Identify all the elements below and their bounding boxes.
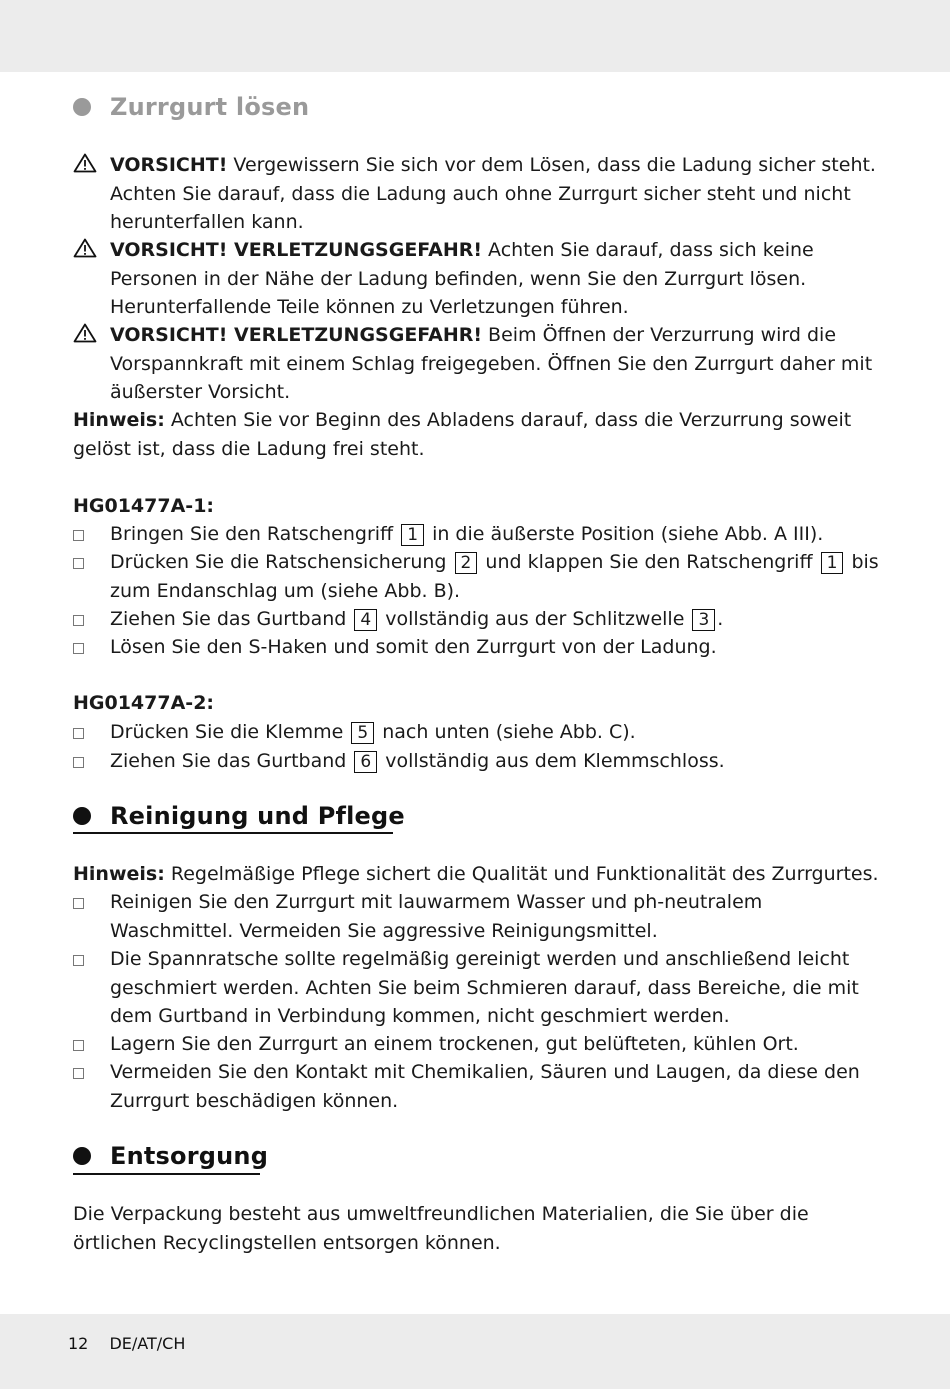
warning-icon	[73, 153, 97, 173]
model-heading-1: HG01477A-1:	[73, 495, 215, 517]
section-title-care: Reinigung und Pflege	[73, 801, 473, 831]
model-heading-2: HG01477A-2:	[73, 692, 215, 714]
step-item: Drücken Sie die Ratschensicherung 2 und klappen Sie den Ratschengriff 1 bis zum Endanschlag um (siehe Abb. B).	[110, 551, 879, 602]
step-item: Bringen Sie den Ratschengriff 1 in die äußerste Position (siehe Abb. A III).	[110, 523, 824, 545]
checkbox-bullet-icon	[73, 757, 84, 768]
section-underline	[73, 832, 393, 834]
note-care: Hinweis: Regelmäßige Pflege sichert die Qualität und Funktionalität des Zurrgurtes.	[73, 863, 879, 885]
warning-injury-1: VORSICHT! VERLETZUNGSGEFAHR! Achten Sie darauf, dass sich keine Personen in der Nähe der Ladung befinden, wenn Sie den Zurrgurt lösen. Herunterfallende Teile können zu Verletzungen führen.	[110, 239, 814, 318]
checkbox-bullet-icon	[73, 728, 84, 739]
bullet-icon	[73, 98, 91, 116]
warning-injury-2: VORSICHT! VERLETZUNGSGEFAHR! Beim Öffnen der Verzurrung wird die Vorspannkraft mit einem Schlag freigegeben. Öffnen Sie den Zurrgurt daher mit äußerster Vorsicht.	[110, 324, 873, 403]
step-item: Drücken Sie die Klemme 5 nach unten (siehe Abb. C).	[110, 721, 636, 743]
step-item: Lösen Sie den S-Haken und somit den Zurrgurt von der Ladung.	[110, 636, 717, 658]
part-number-badge: 4	[354, 609, 377, 631]
checkbox-bullet-icon	[73, 530, 84, 541]
part-number-badge: 1	[401, 524, 424, 546]
care-item: Die Spannratsche sollte regelmäßig gereinigt werden und anschließend leicht geschmiert werden. Achten Sie beim Schmieren darauf, dass Bereiche, die mit dem Gurtband in Verbindung kommen, nicht geschmiert werden.	[110, 948, 859, 1027]
section-title-loosen: Zurrgurt lösen	[73, 92, 473, 122]
step-item: Ziehen Sie das Gurtband 6 vollständig aus dem Klemmschloss.	[110, 750, 725, 772]
section-underline	[73, 1173, 260, 1175]
bullet-icon	[73, 1147, 91, 1165]
step-item: Ziehen Sie das Gurtband 4 vollständig aus der Schlitzwelle 3 .	[110, 608, 724, 630]
warning-icon	[73, 323, 97, 343]
checkbox-bullet-icon	[73, 1040, 84, 1051]
disposal-text: Die Verpackung besteht aus umweltfreundlichen Materialien, die Sie über die örtlichen Recyclingstellen entsorgen können.	[73, 1203, 809, 1254]
checkbox-bullet-icon	[73, 898, 84, 909]
part-number-badge: 6	[354, 751, 377, 773]
locale-label: DE/AT/CH	[109, 1334, 186, 1353]
care-item: Vermeiden Sie den Kontakt mit Chemikalien, Säuren und Laugen, da diese den Zurrgurt beschädigen können.	[110, 1061, 860, 1112]
care-item: Lagern Sie den Zurrgurt an einem trockenen, gut belüfteten, kühlen Ort.	[110, 1033, 799, 1055]
warning-caution-1: VORSICHT! Vergewissern Sie sich vor dem Lösen, dass die Ladung sicher steht. Achten Sie darauf, dass die Ladung auch ohne Zurrgurt sicher steht und nicht herunterfallen kann.	[110, 154, 876, 233]
checkbox-bullet-icon	[73, 955, 84, 966]
checkbox-bullet-icon	[73, 1068, 84, 1079]
part-number-badge: 3	[692, 609, 715, 631]
note-unloading: Hinweis: Achten Sie vor Beginn des Abladens darauf, dass die Verzurrung soweit gelöst ist, dass die Ladung frei steht.	[73, 409, 852, 460]
page-header-band	[0, 0, 950, 72]
part-number-badge: 5	[351, 722, 374, 744]
checkbox-bullet-icon	[73, 558, 84, 569]
part-number-badge: 1	[821, 552, 844, 574]
page-number: 12	[68, 1334, 89, 1353]
care-item: Reinigen Sie den Zurrgurt mit lauwarmem Wasser und ph-neutralem Waschmittel. Vermeiden Sie aggressive Reinigungsmittel.	[110, 891, 763, 942]
part-number-badge: 2	[455, 552, 478, 574]
warning-icon	[73, 238, 97, 258]
section-title-disposal: Entsorgung	[73, 1141, 473, 1171]
checkbox-bullet-icon	[73, 615, 84, 626]
page-footer	[68, 1333, 201, 1355]
checkbox-bullet-icon	[73, 643, 84, 654]
bullet-icon	[73, 807, 91, 825]
